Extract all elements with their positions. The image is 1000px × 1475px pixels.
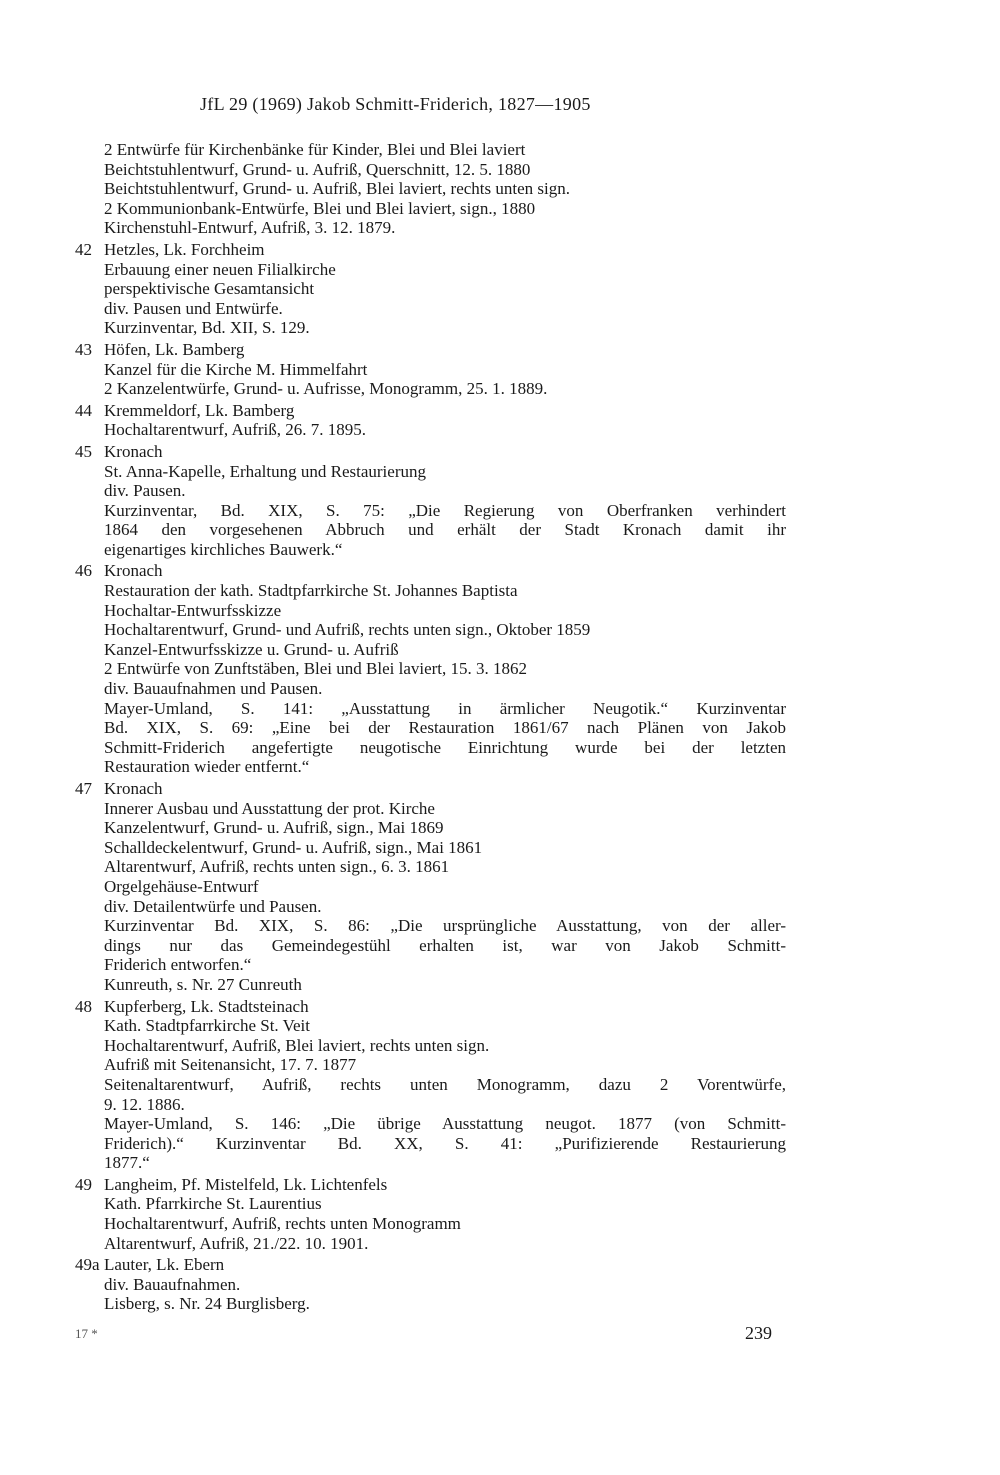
entry-line: Kanzel-Entwurfsskizze u. Grund- u. Aufriß <box>104 639 399 659</box>
preamble-entry <box>0 140 1000 238</box>
entry-line: Restauration der kath. Stadtpfarrkirche St. Johannes Baptista <box>104 581 518 601</box>
entry-line: Kanzel für die Kirche M. Himmelfahrt <box>104 359 368 379</box>
entry-line: Kurzinventar Bd. XIX, S. 86: „Die ursprüngliche Ausstattung, von der aller- <box>104 916 786 936</box>
entry-line: Kirchenstuhl-Entwurf, Aufriß, 3. 12. 1879. <box>104 218 396 238</box>
entry-line: div. Bauaufnahmen. <box>104 1274 241 1294</box>
entry-lines <box>104 401 1000 440</box>
entry-line: Aufriß mit Seitenansicht, 17. 7. 1877 <box>104 1055 357 1075</box>
entry-line: Seitenaltarentwurf, Aufriß, rechts unten Monogramm, dazu 2 Vorentwürfe, <box>104 1074 786 1094</box>
entry-line: 2 Kanzelentwürfe, Grund- u. Aufrisse, Monogramm, 25. 1. 1889. <box>104 379 548 399</box>
entry-place: Kremmeldorf, Lk. Bamberg <box>104 400 295 420</box>
entry-line: Hochaltarentwurf, Grund- und Aufriß, rechts unten sign., Oktober 1859 <box>104 620 591 640</box>
catalog-content <box>0 140 1000 1316</box>
entry-line: Bd. XIX, S. 69: „Eine bei der Restauration 1861/67 nach Plänen von Jakob <box>104 718 786 738</box>
entry-place: Lauter, Lk. Ebern <box>104 1255 225 1275</box>
entry-lines <box>104 340 1000 399</box>
entry-line: Mayer-Umland, S. 141: „Ausstattung in ärmlicher Neugotik.“ Kurzinventar <box>104 698 786 718</box>
entry-place: Kronach <box>104 779 163 798</box>
entry-line: Friderich entworfen.“ <box>104 955 252 975</box>
entry-place: Kronach <box>104 561 163 581</box>
entry-line: Schmitt-Friderich angefertigte neugotische Einrichtung wurde bei der letzten <box>104 737 786 757</box>
entry-place: Kupferberg, Lk. Stadtsteinach <box>104 996 309 1016</box>
catalog-entry <box>0 401 1000 440</box>
entry-number: 44 <box>75 400 92 420</box>
entry-line: Innerer Ausbau und Ausstattung der prot. Kirche <box>104 798 435 818</box>
entry-line: Friderich).“ Kurzinventar Bd. XX, S. 41: „Purifizierende Restaurierung <box>104 1133 786 1153</box>
entry-line: 1877.“ <box>104 1153 150 1173</box>
entry-lines <box>104 240 1000 338</box>
catalog-entry <box>0 1255 1000 1314</box>
entry-line: Kurzinventar, Bd. XII, S. 129. <box>104 318 310 338</box>
entry-line: dings nur das Gemeindegestühl erhalten ist, war von Jakob Schmitt- <box>104 935 786 955</box>
entry-place: Höfen, Lk. Bamberg <box>104 339 245 359</box>
page-number: 239 <box>745 1323 772 1343</box>
entry-line: Lisberg, s. Nr. 24 Burglisberg. <box>104 1294 310 1314</box>
entry-line: 9. 12. 1886. <box>104 1094 185 1114</box>
entry-lines <box>104 1175 1000 1253</box>
entry-line: Orgelgehäuse-Entwurf <box>104 876 259 896</box>
entry-lines <box>104 561 1000 777</box>
entry-lines <box>104 779 1000 995</box>
entry-number: 47 <box>75 779 92 798</box>
catalog-entry <box>0 442 1000 560</box>
entry-number: 48 <box>75 996 92 1016</box>
entry-line: div. Bauaufnahmen und Pausen. <box>104 679 323 699</box>
entry-line: Kunreuth, s. Nr. 27 Cunreuth <box>104 974 302 994</box>
entry-line: Hochaltarentwurf, Aufriß, 26. 7. 1895. <box>104 420 367 440</box>
entry-line: Beichtstuhlentwurf, Grund- u. Aufriß, Querschnitt, 12. 5. 1880 <box>104 159 531 179</box>
entry-number: 49a <box>75 1255 100 1275</box>
preamble-lines <box>104 140 1000 238</box>
entry-line: Altarentwurf, Aufriß, rechts unten sign., 6. 3. 1861 <box>104 857 450 877</box>
entry-line: Mayer-Umland, S. 146: „Die übrige Ausstattung neugot. 1877 (von Schmitt- <box>104 1114 786 1134</box>
catalog-entry <box>0 997 1000 1173</box>
entry-place: Langheim, Pf. Mistelfeld, Lk. Lichtenfels <box>104 1174 388 1194</box>
entry-line: 2 Entwürfe für Kirchenbänke für Kinder, Blei und Blei laviert <box>104 140 526 159</box>
catalog-entry <box>0 1175 1000 1253</box>
entry-number: 46 <box>75 561 92 581</box>
catalog-entry <box>0 779 1000 995</box>
entry-lines <box>104 442 1000 560</box>
entry-line: Hochaltar-Entwurfsskizze <box>104 600 282 620</box>
entry-line: div. Detailentwürfe und Pausen. <box>104 896 322 916</box>
running-header: JfL 29 (1969) Jakob Schmitt-Friderich, 1827—1905 <box>200 94 591 114</box>
entry-line: Kurzinventar, Bd. XIX, S. 75: „Die Regierung von Oberfranken verhindert <box>104 500 786 520</box>
catalog-entries <box>0 240 1000 1314</box>
entry-line: Schalldeckelentwurf, Grund- u. Aufriß, sign., Mai 1861 <box>104 837 483 857</box>
entry-number: 42 <box>75 239 92 259</box>
entry-line: perspektivische Gesamtansicht <box>104 279 315 299</box>
entry-line: St. Anna-Kapelle, Erhaltung und Restaurierung <box>104 461 426 481</box>
entry-line: Beichtstuhlentwurf, Grund- u. Aufriß, Blei laviert, rechts unten sign. <box>104 179 570 199</box>
entry-line: Restauration wieder entfernt.“ <box>104 757 310 777</box>
entry-line: Altarentwurf, Aufriß, 21./22. 10. 1901. <box>104 1233 369 1253</box>
entry-line: eigenartiges kirchliches Bauwerk.“ <box>104 539 343 559</box>
entry-number: 45 <box>75 441 92 461</box>
entry-line: Erbauung einer neuen Filialkirche <box>104 259 336 279</box>
entry-place: Hetzles, Lk. Forchheim <box>104 239 265 259</box>
catalog-entry <box>0 561 1000 777</box>
entry-line: Hochaltarentwurf, Aufriß, rechts unten Monogramm <box>104 1214 461 1234</box>
catalog-entry <box>0 340 1000 399</box>
entry-place: Kronach <box>104 441 163 461</box>
entry-line: div. Pausen und Entwürfe. <box>104 298 283 318</box>
entry-line: 2 Entwürfe von Zunftstäben, Blei und Blei laviert, 15. 3. 1862 <box>104 659 528 679</box>
entry-line: Hochaltarentwurf, Aufriß, Blei laviert, rechts unten sign. <box>104 1035 490 1055</box>
entry-lines <box>104 1255 1000 1314</box>
entry-line: 2 Kommunionbank-Entwürfe, Blei und Blei laviert, sign., 1880 <box>104 198 536 218</box>
entry-line: Kath. Pfarrkirche St. Laurentius <box>104 1194 322 1214</box>
entry-number: 43 <box>75 339 92 359</box>
entry-line: 1864 den vorgesehenen Abbruch und erhält der Stadt Kronach damit ihr <box>104 520 786 540</box>
entry-line: div. Pausen. <box>104 481 186 501</box>
entry-line: Kanzelentwurf, Grund- u. Aufriß, sign., Mai 1869 <box>104 818 444 838</box>
printer-signature: 17 * <box>75 1326 98 1341</box>
entry-number: 49 <box>75 1174 92 1194</box>
entry-line: Kath. Stadtpfarrkirche St. Veit <box>104 1016 311 1036</box>
catalog-entry <box>0 240 1000 338</box>
entry-lines <box>104 997 1000 1173</box>
